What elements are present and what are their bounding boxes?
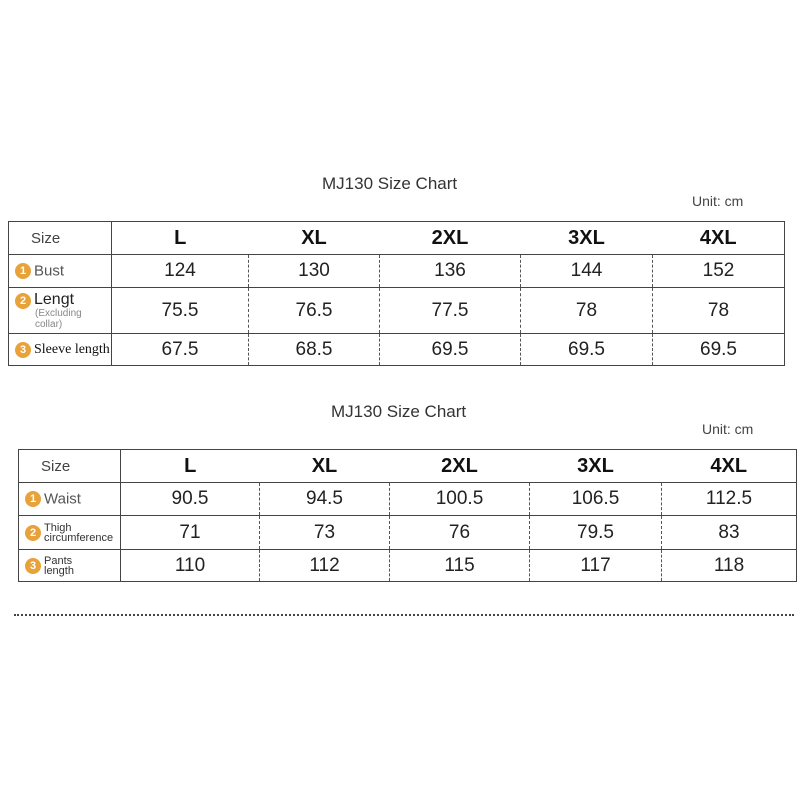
table-cell: 76.5 — [249, 288, 380, 334]
row-label-thigh-circumference — [19, 516, 121, 550]
table-cell: 117 — [530, 550, 662, 582]
table-cell: 69.5 — [380, 334, 521, 366]
table-cell: 67.5 — [161, 338, 199, 360]
table-row — [9, 288, 785, 334]
number-badge-icon: 2 — [15, 293, 31, 309]
table-cell: 112.5 — [662, 483, 797, 516]
table-header-row — [19, 450, 797, 483]
table-cell: 100.5 — [390, 483, 530, 516]
chart-2-title: MJ130 Size Chart — [331, 402, 467, 421]
size-header-cell: 3XL — [521, 222, 653, 255]
size-header-cell: XL — [249, 222, 380, 255]
row-label-sleeve-length — [9, 334, 112, 366]
size-header-cell: XL — [260, 450, 390, 483]
size-header-cell: 3XL — [530, 450, 662, 483]
row-label-text: Waist — [44, 490, 81, 508]
size-header-cell: 2XL — [390, 450, 530, 483]
table-cell: 115 — [390, 550, 530, 582]
row-label-subtext: (Excluding collar) — [35, 307, 82, 330]
table-cell: 118 — [662, 550, 797, 582]
row-label-text: Thigh circumference — [44, 521, 114, 544]
table-cell: 94.5 — [260, 483, 390, 516]
row-label-waist — [19, 483, 121, 516]
row-label-text: Bust — [34, 262, 65, 280]
size-header-label: Size — [9, 222, 112, 255]
chart-2-unit: Unit: cm — [702, 421, 754, 437]
table-row — [19, 483, 797, 516]
size-table-pants — [18, 449, 797, 582]
row-label-bust — [9, 255, 112, 288]
number-badge-icon: 3 — [15, 342, 31, 358]
table-cell: 130 — [249, 255, 380, 288]
table-cell: 77.5 — [380, 288, 521, 334]
table-row — [19, 516, 797, 550]
row-label-pants-length — [19, 550, 121, 582]
table-cell: 110 — [174, 554, 206, 576]
table-cell: 73 — [260, 516, 390, 550]
row-label-text: Sleeve length — [34, 342, 110, 358]
row-label-text: Lengt — [34, 291, 75, 309]
size-header-cell: L — [112, 222, 249, 255]
number-badge-icon: 1 — [25, 491, 41, 507]
size-table-tops — [8, 221, 785, 366]
size-header-label: Size — [19, 450, 121, 483]
table-cell: 136 — [380, 255, 521, 288]
chart-1-title: MJ130 Size Chart — [322, 174, 458, 193]
number-badge-icon: 1 — [15, 263, 31, 279]
table-row — [9, 334, 785, 366]
table-row — [9, 255, 785, 288]
chart-1-unit: Unit: cm — [692, 193, 744, 209]
size-header-cell: L — [121, 450, 260, 483]
table-cell: 144 — [521, 255, 653, 288]
table-cell: 68.5 — [249, 334, 380, 366]
table-cell: 71 — [121, 516, 260, 550]
table-cell: 76 — [390, 516, 530, 550]
table-header-row — [9, 222, 785, 255]
table-cell: 83 — [662, 516, 797, 550]
size-header-cell: 4XL — [662, 450, 797, 483]
table-cell: 106.5 — [530, 483, 662, 516]
table-cell: 124 — [112, 255, 249, 288]
table-row — [19, 550, 797, 582]
table-cell: 78 — [521, 288, 653, 334]
table-cell: 90.5 — [121, 483, 260, 516]
table-cell: 69.5 — [653, 334, 785, 366]
size-header-cell: 2XL — [380, 222, 521, 255]
table-cell: 69.5 — [521, 334, 653, 366]
dotted-divider — [14, 614, 794, 616]
table-cell: 78 — [653, 288, 785, 334]
table-cell: 152 — [653, 255, 785, 288]
table-cell: 79.5 — [530, 516, 662, 550]
row-label-length — [9, 288, 112, 334]
size-header-cell: 4XL — [653, 222, 785, 255]
table-cell: 75.5 — [112, 288, 249, 334]
number-badge-icon: 3 — [25, 558, 41, 574]
row-label-text: Pants length — [44, 554, 74, 577]
number-badge-icon: 2 — [25, 525, 41, 541]
table-cell: 112 — [260, 550, 390, 582]
